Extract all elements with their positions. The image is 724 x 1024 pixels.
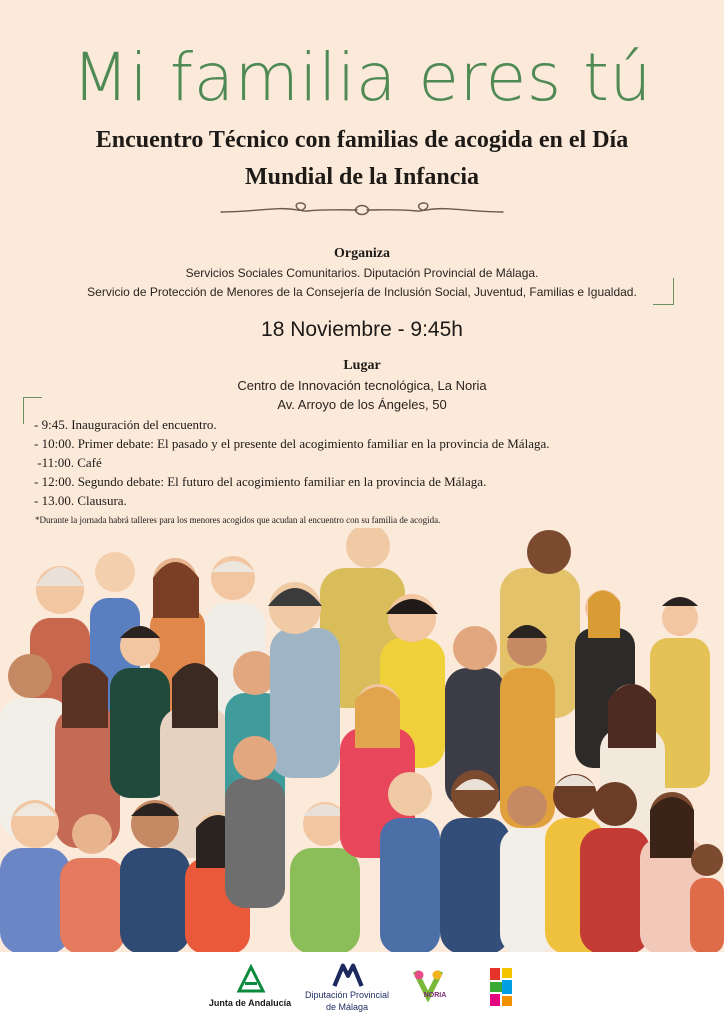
diputacion-label-1: Diputación Provincial: [304, 990, 390, 1000]
footer-logos: [0, 952, 724, 1024]
junta-andalucia-logo: [208, 964, 292, 1020]
organiza-line-2: Servicio de Protección de Menores de la Consejería de Inclusión Social, Juventud, Familias e Igualdad.: [87, 285, 637, 299]
diputacion-label-2: de Málaga: [325, 1002, 369, 1012]
lugar-heading: Lugar: [343, 358, 381, 373]
families-crowd-illustration: [0, 528, 724, 954]
workshop-note: *Durante la jornada habrá talleres para los menores acogidos que acudan al encuentro con su familia de acogida.: [35, 515, 441, 525]
lugar-line-2: Av. Arroyo de los Ángeles, 50: [277, 397, 447, 412]
schedule-item: -11:00. Café: [34, 455, 102, 470]
event-subtitle: [40, 122, 684, 196]
organiza-line-1: Servicios Sociales Comunitarios. Diputación Provincial de Málaga.: [185, 266, 539, 280]
ornament-divider: [217, 198, 507, 220]
subtitle-line-1: Encuentro Técnico con familias de acogida en el Día: [95, 127, 629, 153]
subtitle-line-2: Mundial de la Infancia: [244, 164, 480, 190]
diputacion-malaga-logo: [304, 962, 390, 1020]
la-noria-logo: [410, 966, 450, 1012]
lugar-line-1: Centro de Innovación tecnológica, La Noria: [237, 378, 487, 393]
junta-andalucia-label: Junta de Andalucía: [208, 998, 292, 1008]
schedule-item: - 12:00. Segundo debate: El futuro del acogimiento familiar en la provincia de Málaga.: [34, 474, 487, 489]
page-title: Mi familia eres tú: [72, 39, 652, 116]
decorative-bracket-right: [653, 278, 674, 305]
junta-andalucia-icon: [236, 964, 266, 994]
schedule-item: - 10:00. Primer debate: El pasado y el presente del acogimiento familiar en la provincia de Málaga.: [34, 436, 550, 451]
colorful-letter-icon: [488, 966, 516, 1008]
organiza-heading: Organiza: [334, 246, 390, 261]
event-date: 18 Noviembre - 9:45h: [261, 318, 463, 341]
partner-logo: [488, 966, 516, 1008]
schedule-item: - 13.00. Clausura.: [34, 493, 127, 508]
diputacion-malaga-icon: [331, 962, 365, 988]
la-noria-label: NORIA: [423, 992, 447, 999]
schedule-item: - 9:45. Inauguración del encuentro.: [34, 417, 217, 432]
